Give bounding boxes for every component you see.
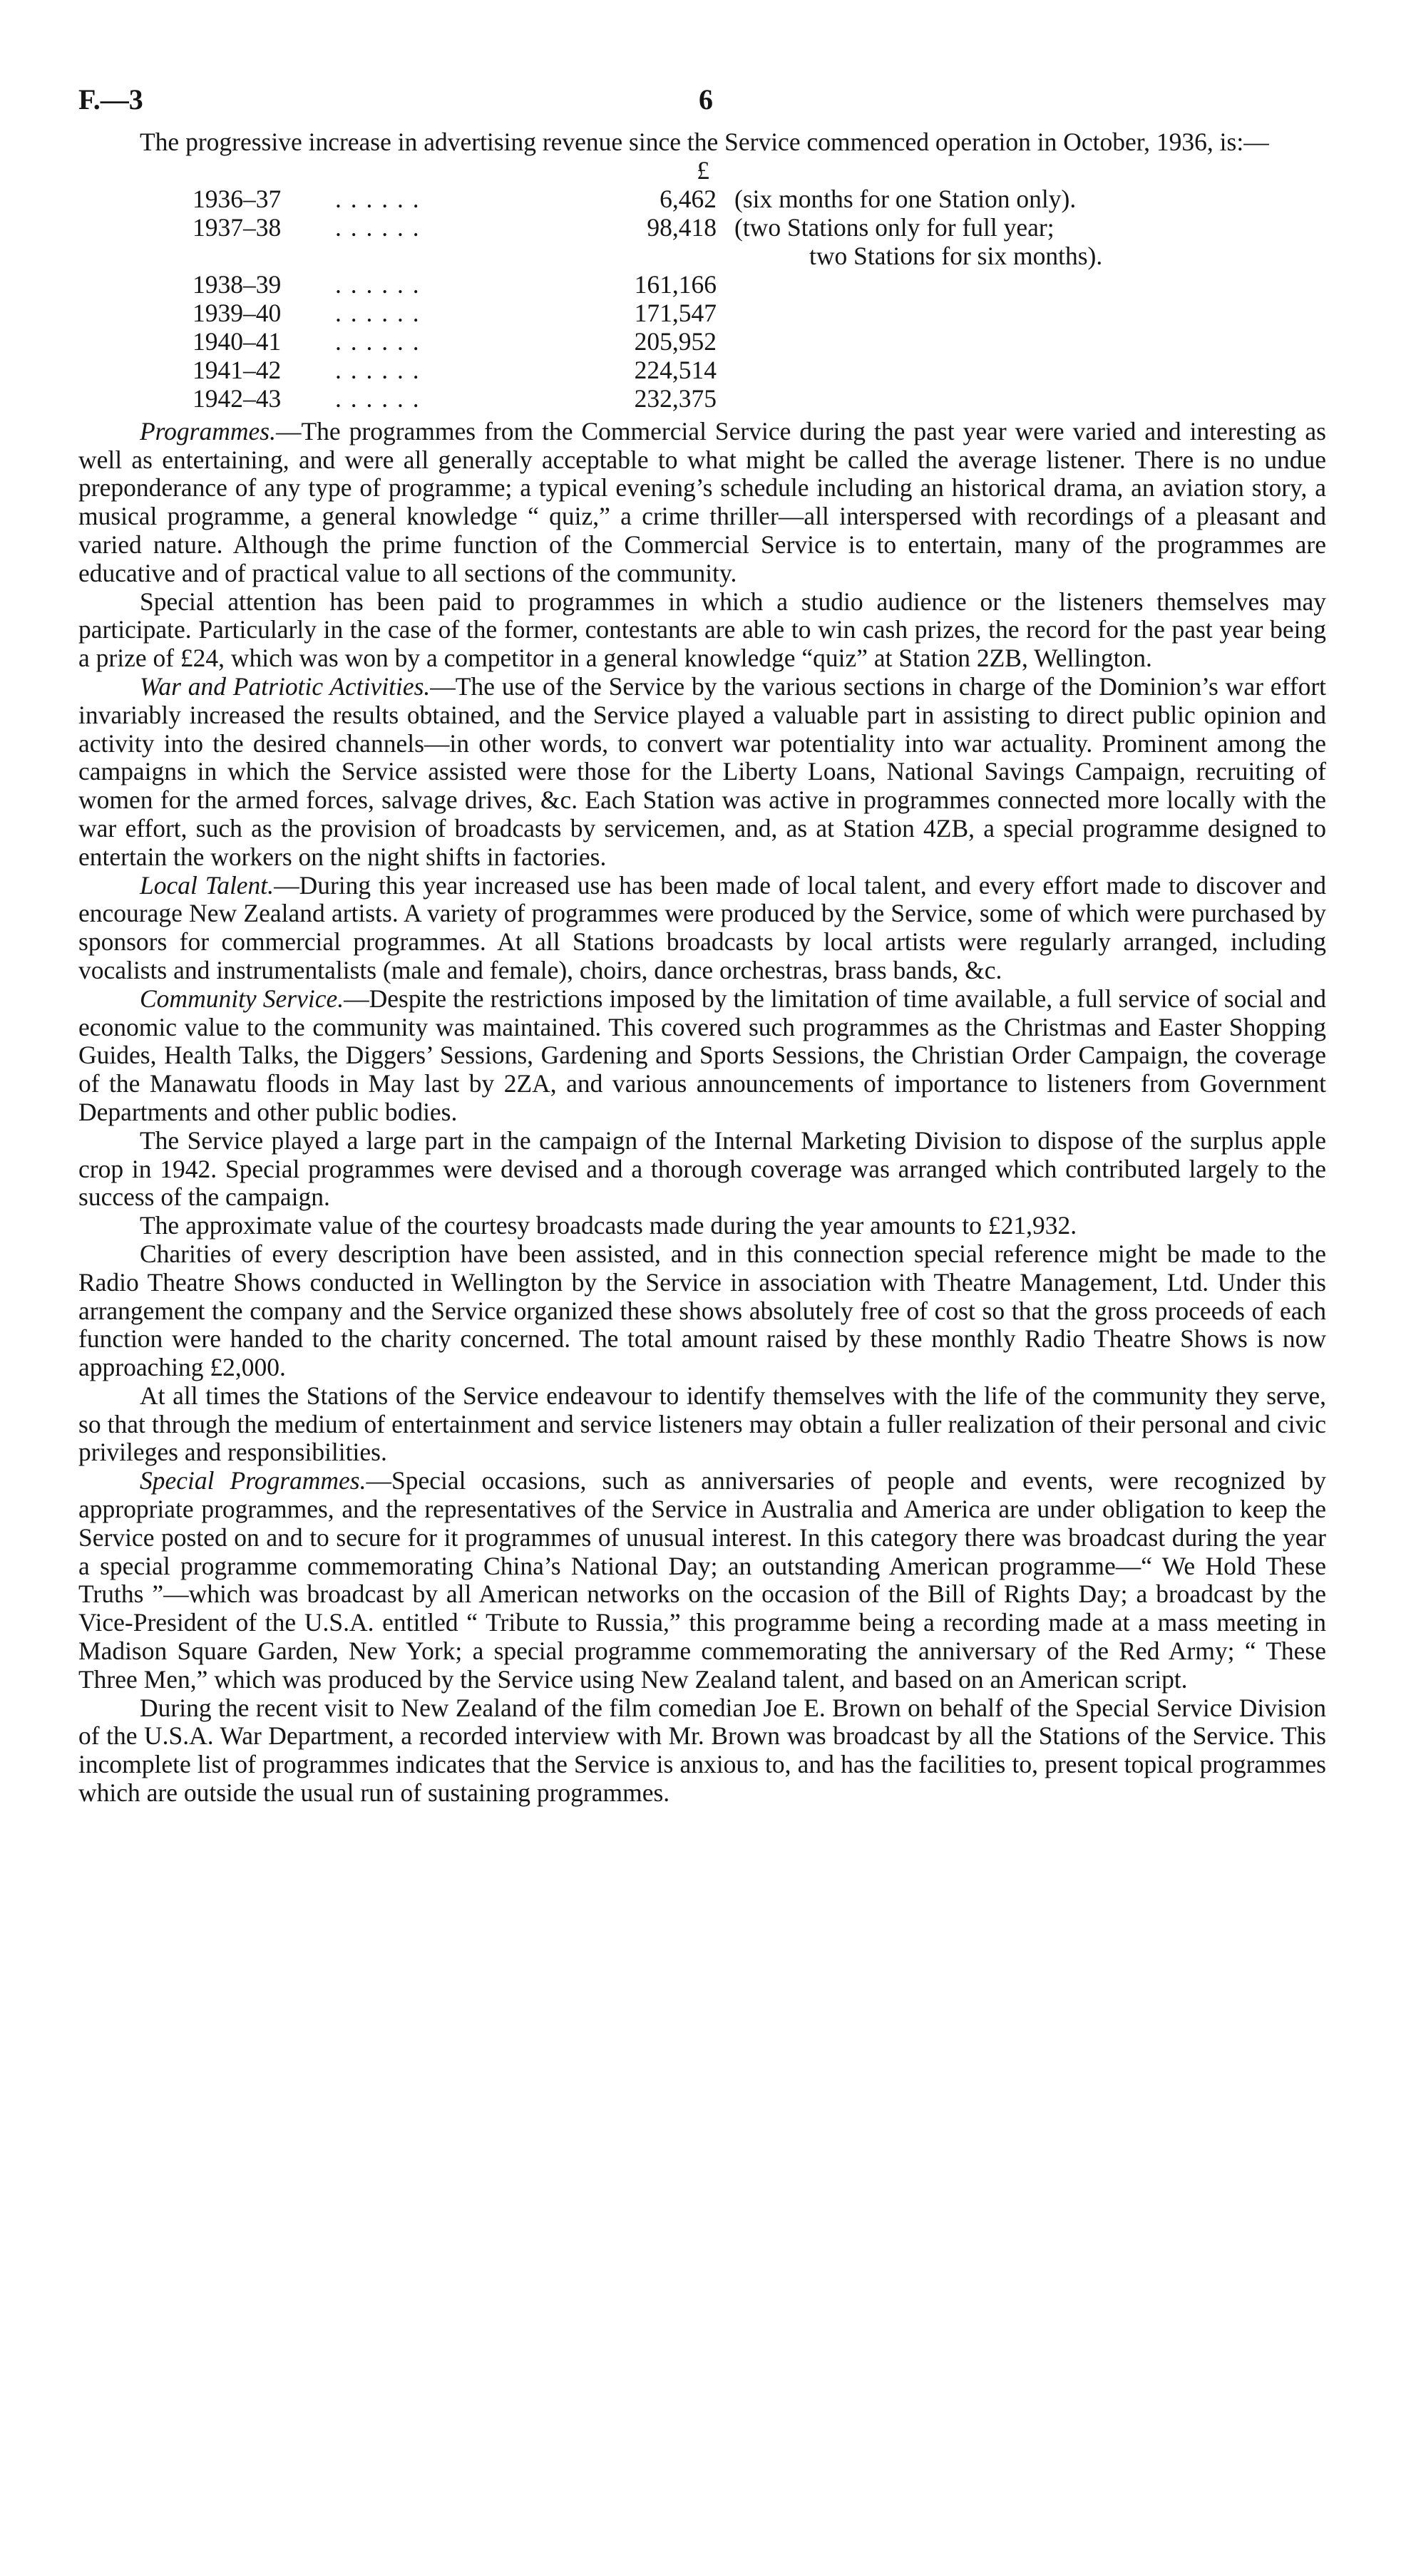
- currency-header: [193, 157, 1305, 185]
- body-paragraph: [78, 985, 1326, 1127]
- leader-dots: . . . . . .: [335, 212, 421, 242]
- leader-dots: . . . . . .: [335, 383, 421, 413]
- revenue-year: 1938–39: [193, 269, 282, 299]
- page-header: [78, 83, 1326, 128]
- revenue-row: [193, 356, 1305, 385]
- body-paragraph: [78, 588, 1326, 673]
- body-paragraph: [78, 1127, 1326, 1212]
- revenue-row: [193, 214, 1305, 242]
- revenue-amount: 6,462: [660, 184, 717, 213]
- revenue-year: 1937–38: [193, 212, 282, 242]
- revenue-row: [193, 271, 1305, 299]
- paragraph-text: The Service played a large part in the campaign of the Internal Marketing Division to dispose of the surplus apple crop in 1942. Special programmes were devised and a thorough coverage was arranged which contributed largely to the success of the campaign.: [78, 1125, 1326, 1212]
- paragraph-text: —The use of the Service by the various sections in charge of the Dominion’s war effort invariably increased the results obtained, and the Service played a valuable part in assisting to direct public opinion and activity into the desired channels—in other words, to convert war potentiality into war actuality. Prominent among the campaigns in which the Service assisted were those for the Liberty Loans, National Savings Campaign, recruiting of women for the armed forces, salvage drives, &c. Each Station was active in programmes connected more locally with the war effort, such as the provision of broadcasts by servicemen, and, as at Station 4ZB, a special programme designed to entertain the workers on the night shifts in factories.: [78, 671, 1327, 871]
- leader-dots: . . . . . .: [335, 355, 421, 384]
- revenue-amount: 161,166: [634, 269, 717, 299]
- revenue-note: (two Stations only for full year;: [734, 212, 1054, 242]
- document-page: [78, 83, 1327, 1808]
- revenue-row: [193, 185, 1305, 214]
- body-paragraph: [78, 1382, 1326, 1467]
- body-text: [78, 418, 1326, 1808]
- revenue-year: 1939–40: [193, 298, 282, 327]
- paragraph-text: At all times the Stations of the Service endeavour to identify themselves with the life of the community they serve, so that through the medium of entertainment and service listeners may obtain a fuller realization of their personal and civic privileges and responsibilities.: [78, 1381, 1326, 1467]
- body-paragraph: [78, 1467, 1326, 1694]
- paragraph-text: During the recent visit to New Zealand of the film comedian Joe E. Brown on behalf of the Special Service Division of the U.S.A. War Department, a recorded interview with Mr. Brown was broadcast by all the Stations of the Service. This incomplete list of programmes indicates that the Service is anxious to, and has the facilities to, present topical programmes which are outside the usual run of sustaining programmes.: [78, 1693, 1326, 1808]
- body-paragraph: [78, 872, 1326, 985]
- paragraph-text: —Special occasions, such as anniversaries of people and events, were recognized by appropriate programmes, and the representatives of the Service in Australia and America are under obligation to keep the Service posted on and to secure for it programmes of unusual interest. In this category there was broadcast during the year a special programme commemorating China’s National Day; an outstanding American programme—“ We Hold These Truths ”—which was broadcast by all American networks on the occasion of the Bill of Rights Day; a broadcast by the Vice-President of the U.S.A. entitled “ Tribute to Russia,” this programme being a recording made at a mass meeting in Madison Square Garden, New York; a special programme commemorating the anniversary of the Red Army; “ These Three Men,” which was produced by the Service using New Zealand talent, and based on an American script.: [78, 1466, 1326, 1694]
- revenue-year: 1940–41: [193, 326, 282, 356]
- paragraph-text: Special attention has been paid to programmes in which a studio audience or the listeners themselves may participate. Particularly in the case of the former, contestants are able to win cash prizes, the record for the past year being a prize of £24, which was won by a competitor in a general knowledge “quiz” at Station 2ZB, Wellington.: [78, 587, 1326, 673]
- revenue-row: [193, 299, 1305, 328]
- document-code: F.—3: [78, 83, 143, 115]
- paragraph-heading: Programmes.: [140, 416, 276, 445]
- revenue-amount: 224,514: [634, 355, 717, 384]
- revenue-amount: 232,375: [634, 383, 717, 413]
- leader-dots: . . . . . .: [335, 269, 421, 299]
- paragraph-text: —The programmes from the Commercial Service during the past year were varied and interesting as well as entertaining, and were all generally acceptable to what might be called the average listener. There is no undue preponderance of any type of programme; a typical evening’s schedule including an historical drama, an aviation story, a musical programme, a general knowledge “ quiz,” a crime thriller—all interspersed with recordings of a pleasant and varied nature. Although the prime function of the Commercial Service is to entertain, many of the programmes are educative and of practical value to all sections of the community.: [78, 416, 1326, 587]
- revenue-year: 1936–37: [193, 184, 282, 213]
- paragraph-text: —Despite the restrictions imposed by the limitation of time available, a full service of social and economic value to the community was maintained. This covered such programmes as the Christmas and Easter Shopping Guides, Health Talks, the Diggers’ Sessions, Gardening and Sports Sessions, the Christian Order Campaign, the coverage of the Manawatu floods in May last by 2ZA, and various announcements of importance to listeners from Government Departments and other public bodies.: [78, 984, 1326, 1126]
- revenue-year: 1941–42: [193, 355, 282, 384]
- paragraph-heading: Local Talent.: [140, 870, 274, 900]
- revenue-table: [193, 157, 1305, 413]
- revenue-row: [193, 385, 1305, 413]
- revenue-note: (six months for one Station only).: [734, 184, 1077, 213]
- body-paragraph: [78, 1694, 1326, 1808]
- paragraph-text: —During this year increased use has been made of local talent, and every effort made to discover and encourage New Zealand artists. A variety of programmes were produced by the Service, some of which were purchased by sponsors for commercial programmes. At all Stations broadcasts by local artists were regularly arranged, including vocalists and instrumentalists (male and female), choirs, dance orchestras, brass bands, &c.: [78, 870, 1326, 984]
- body-paragraph: [78, 673, 1326, 872]
- revenue-amount: 205,952: [634, 326, 717, 356]
- body-paragraph: [78, 418, 1326, 588]
- paragraph-text: Charities of every description have been assisted, and in this connection special reference might be made to the Radio Theatre Shows conducted in Wellington by the Service in association with Theatre Management, Ltd. Under this arrangement the company and the Service organized these shows absolutely free of cost so that the gross proceeds of each function were handed to the charity concerned. The total amount raised by these monthly Radio Theatre Shows is now approaching £2,000.: [78, 1239, 1326, 1382]
- currency-symbol: £: [697, 155, 709, 185]
- revenue-row: [193, 328, 1305, 356]
- revenue-amount: 171,547: [634, 298, 717, 327]
- paragraph-heading: Community Service.: [140, 984, 344, 1013]
- body-paragraph: [78, 1212, 1326, 1240]
- intro-paragraph: The progressive increase in advertising revenue since the Service commenced operation in October, 1936, is:—: [140, 128, 1269, 156]
- revenue-note-continuation: [193, 242, 1305, 271]
- paragraph-heading: War and Patriotic Activities.: [140, 671, 431, 701]
- revenue-note: two Stations for six months).: [809, 241, 1103, 270]
- leader-dots: . . . . . .: [335, 298, 421, 327]
- body-paragraph: [78, 1240, 1326, 1382]
- leader-dots: . . . . . .: [335, 184, 421, 213]
- revenue-amount: 98,418: [647, 212, 717, 242]
- paragraph-text: The approximate value of the courtesy broadcasts made during the year amounts to £21,932.: [140, 1211, 1077, 1240]
- leader-dots: . . . . . .: [335, 326, 421, 356]
- page-number: 6: [699, 83, 713, 115]
- revenue-year: 1942–43: [193, 383, 282, 413]
- paragraph-heading: Special Programmes.: [140, 1466, 366, 1495]
